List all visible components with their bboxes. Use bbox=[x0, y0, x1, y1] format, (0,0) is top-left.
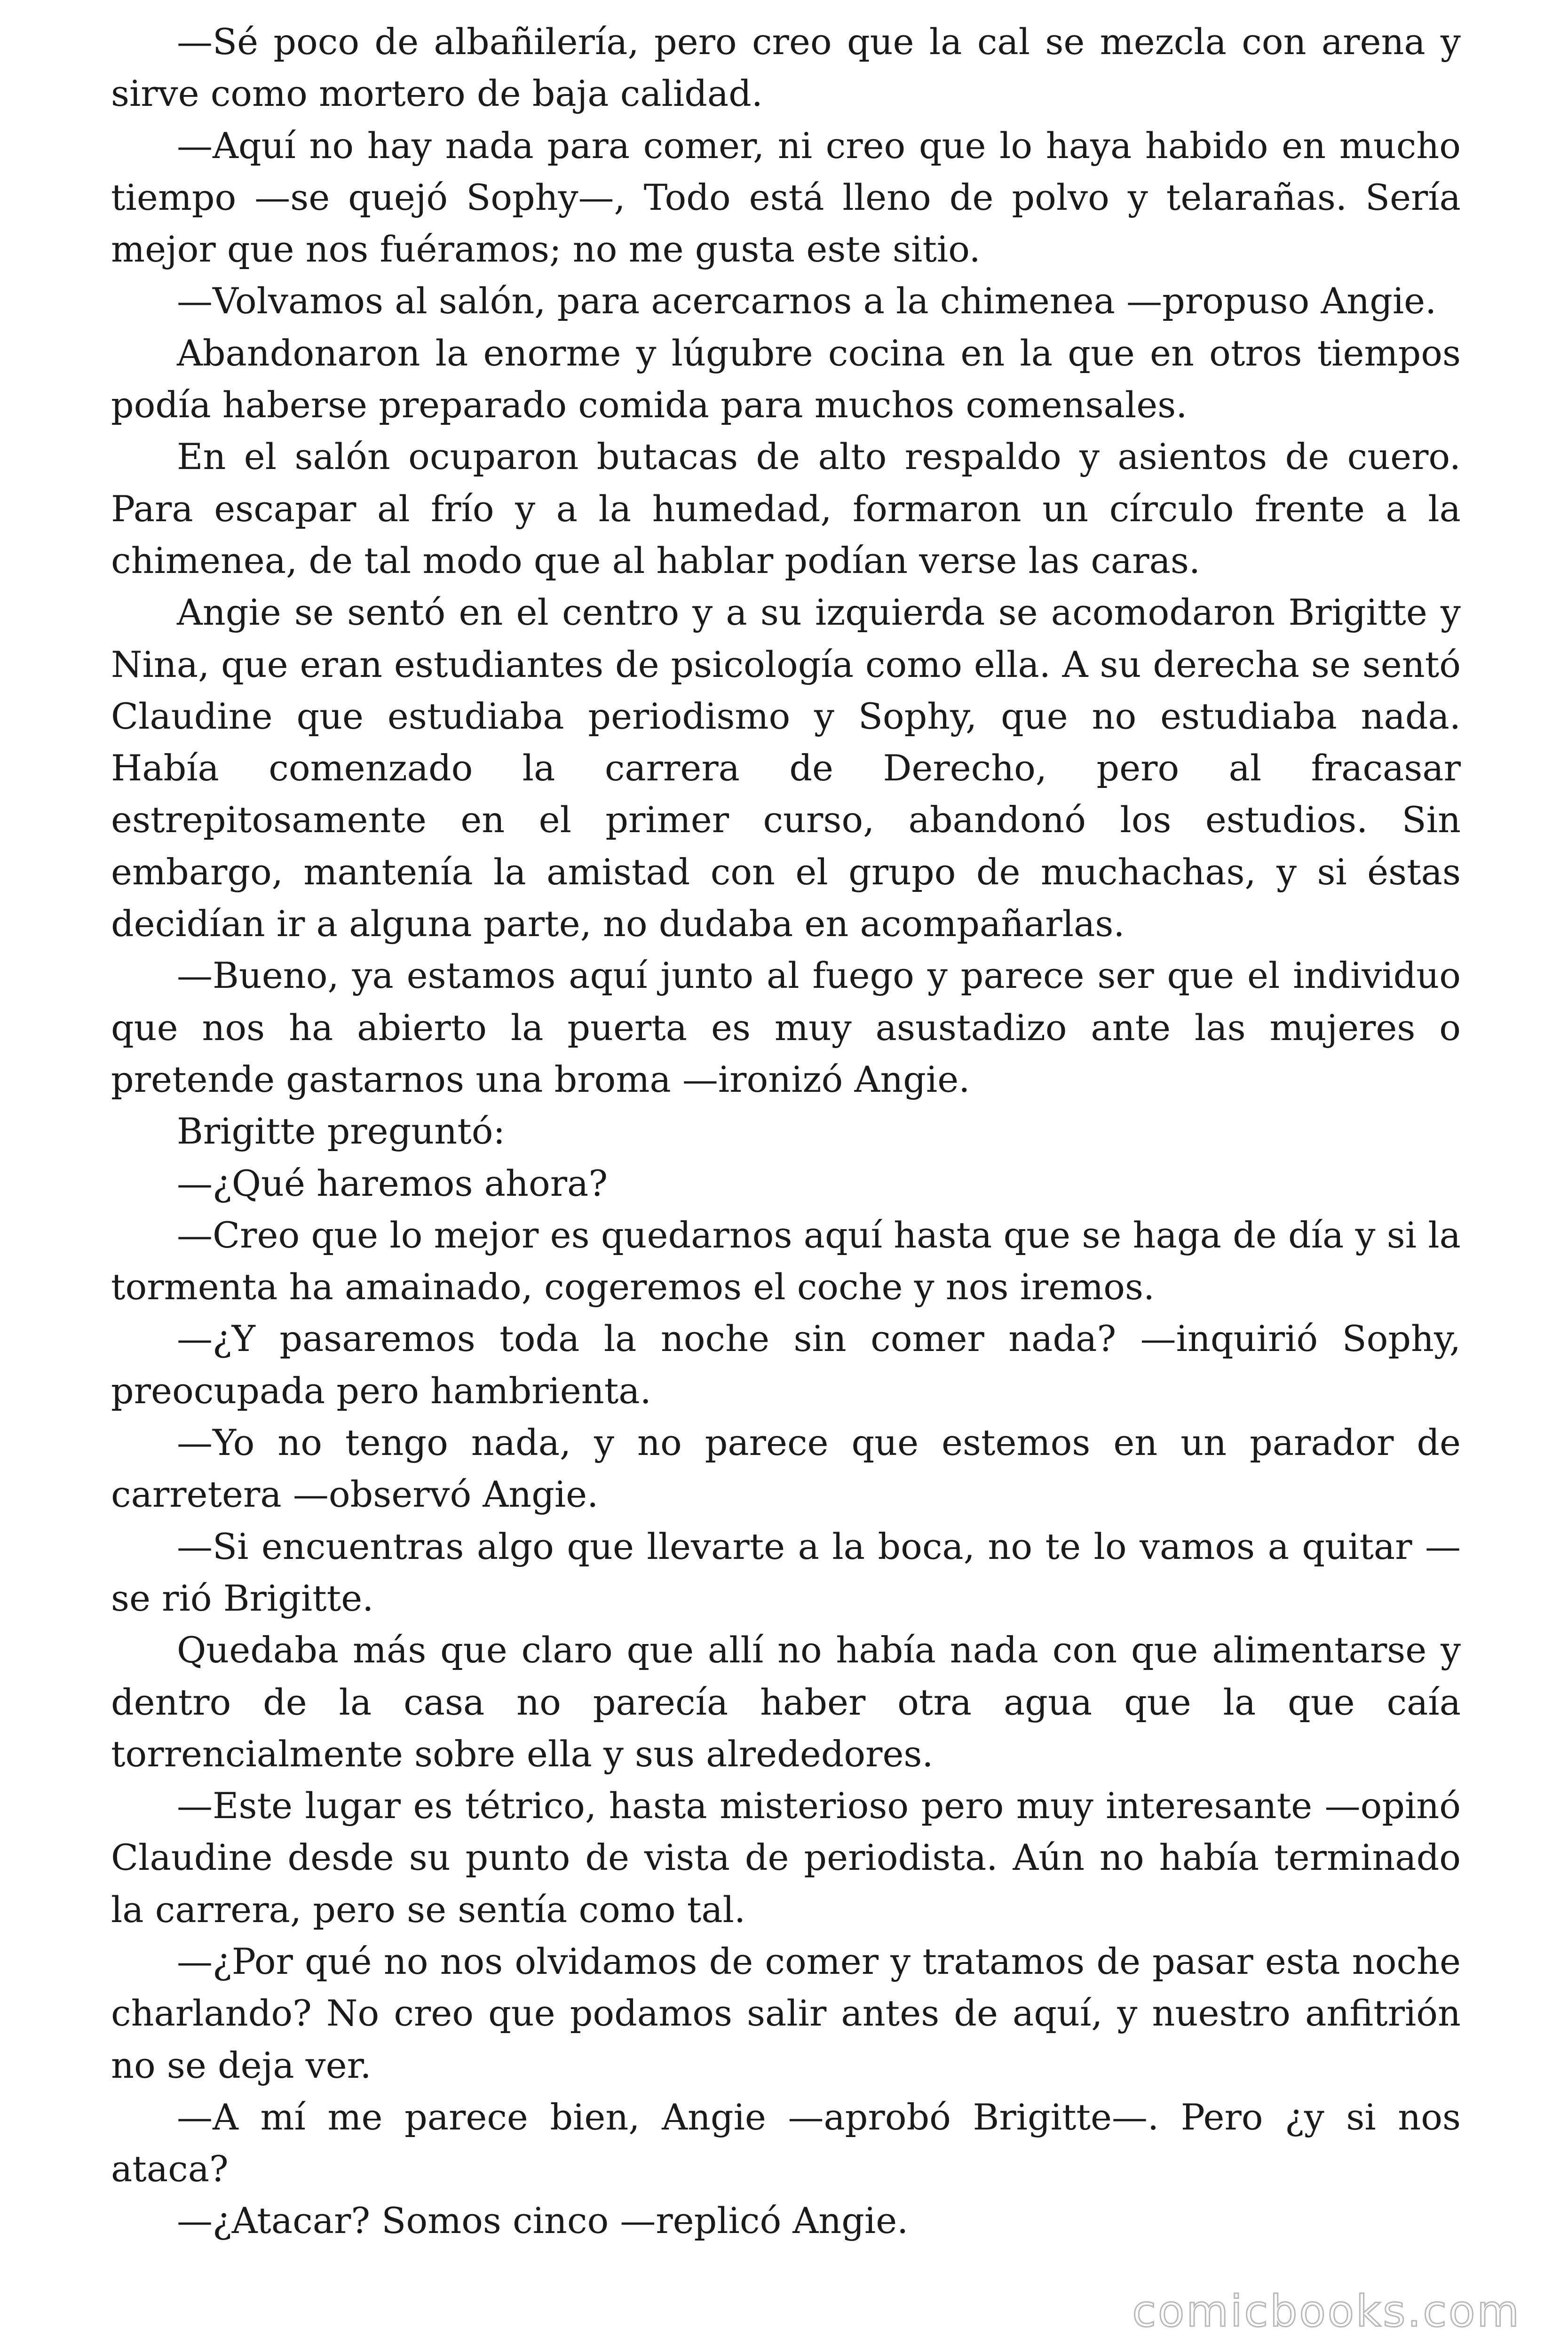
paragraph: —Bueno, ya estamos aquí junto al fuego y parece ser que el individuo que nos ha abierto la puerta es muy asustadizo ante las mujeres o pretende gastarnos una broma —ironizó Angie. bbox=[111, 954, 1461, 1100]
paragraph: —Aquí no hay nada para comer, ni creo que lo haya habido en mucho tiempo —se quejó Sophy—, Todo está lleno de polvo y telarañas. Sería mejor que nos fuéramos; no me gusta este sitio. bbox=[111, 124, 1461, 270]
paragraph: Abandonaron la enorme y lúgubre cocina en la que en otros tiempos podía haberse preparado comida para muchos comensales. bbox=[111, 332, 1461, 426]
paragraph: —¿Atacar? Somos cinco —replicó Angie. bbox=[177, 2200, 909, 2242]
paragraph: Quedaba más que claro que allí no había nada con que alimentarse y dentro de la casa no parecía haber otra agua que la que caía torrencialmente sobre ella y sus alrededores. bbox=[111, 1629, 1461, 1775]
site-watermark: comicbooks.com bbox=[1132, 2286, 1521, 2336]
paragraph: —Si encuentras algo que llevarte a la boca, no te lo vamos a quitar —se rió Brigitte. bbox=[111, 1525, 1461, 1619]
paragraph: —A mí me parece bien, Angie —aprobó Brigitte—. Pero ¿y si nos ataca? bbox=[111, 2096, 1461, 2190]
paragraph: —Creo que lo mejor es quedarnos aquí hasta que se haga de día y si la tormenta ha amainado, cogeremos el coche y nos iremos. bbox=[111, 1214, 1461, 1308]
paragraph: Brigitte preguntó: bbox=[177, 1110, 506, 1152]
paragraph: —Yo no tengo nada, y no parece que estemos en un parador de carretera —observó Angie. bbox=[111, 1422, 1461, 1516]
paragraph: —¿Qué haremos ahora? bbox=[177, 1162, 608, 1204]
paragraph: Angie se sentó en el centro y a su izquierda se acomodaron Brigitte y Nina, que eran estudiantes de psicología como ella. A su derecha se sentó Claudine que estudiaba periodismo y Sophy, que no estudiaba nada. Había comenzado la carrera de Derecho, pero al fracasar estrepitosamente en el primer curso, abandonó los estudios. Sin embargo, mantenía la amistad con el grupo de muchachas, y si éstas decidían ir a alguna parte, no dudaba en acompañarlas. bbox=[111, 591, 1461, 945]
paragraph: —Volvamos al salón, para acercarnos a la chimenea —propuso Angie. bbox=[177, 280, 1437, 322]
paragraph: —¿Y pasaremos toda la noche sin comer nada? —inquirió Sophy, preocupada pero hambrienta. bbox=[111, 1318, 1461, 1412]
book-page-text bbox=[111, 16, 1461, 2247]
paragraph: —¿Por qué no nos olvidamos de comer y tratamos de pasar esta noche charlando? No creo que podamos salir antes de aquí, y nuestro anfitrión no se deja ver. bbox=[111, 1940, 1461, 2086]
paragraph: —Sé poco de albañilería, pero creo que la cal se mezcla con arena y sirve como mortero de baja calidad. bbox=[111, 21, 1461, 115]
paragraph: En el salón ocuparon butacas de alto respaldo y asientos de cuero. Para escapar al frío y a la humedad, formaron un círculo frente a la chimenea, de tal modo que al hablar podían verse las caras. bbox=[111, 436, 1461, 581]
paragraph: —Este lugar es tétrico, hasta misterioso pero muy interesante —opinó Claudine desde su punto de vista de periodista. Aún no había terminado la carrera, pero se sentía como tal. bbox=[111, 1785, 1461, 1931]
